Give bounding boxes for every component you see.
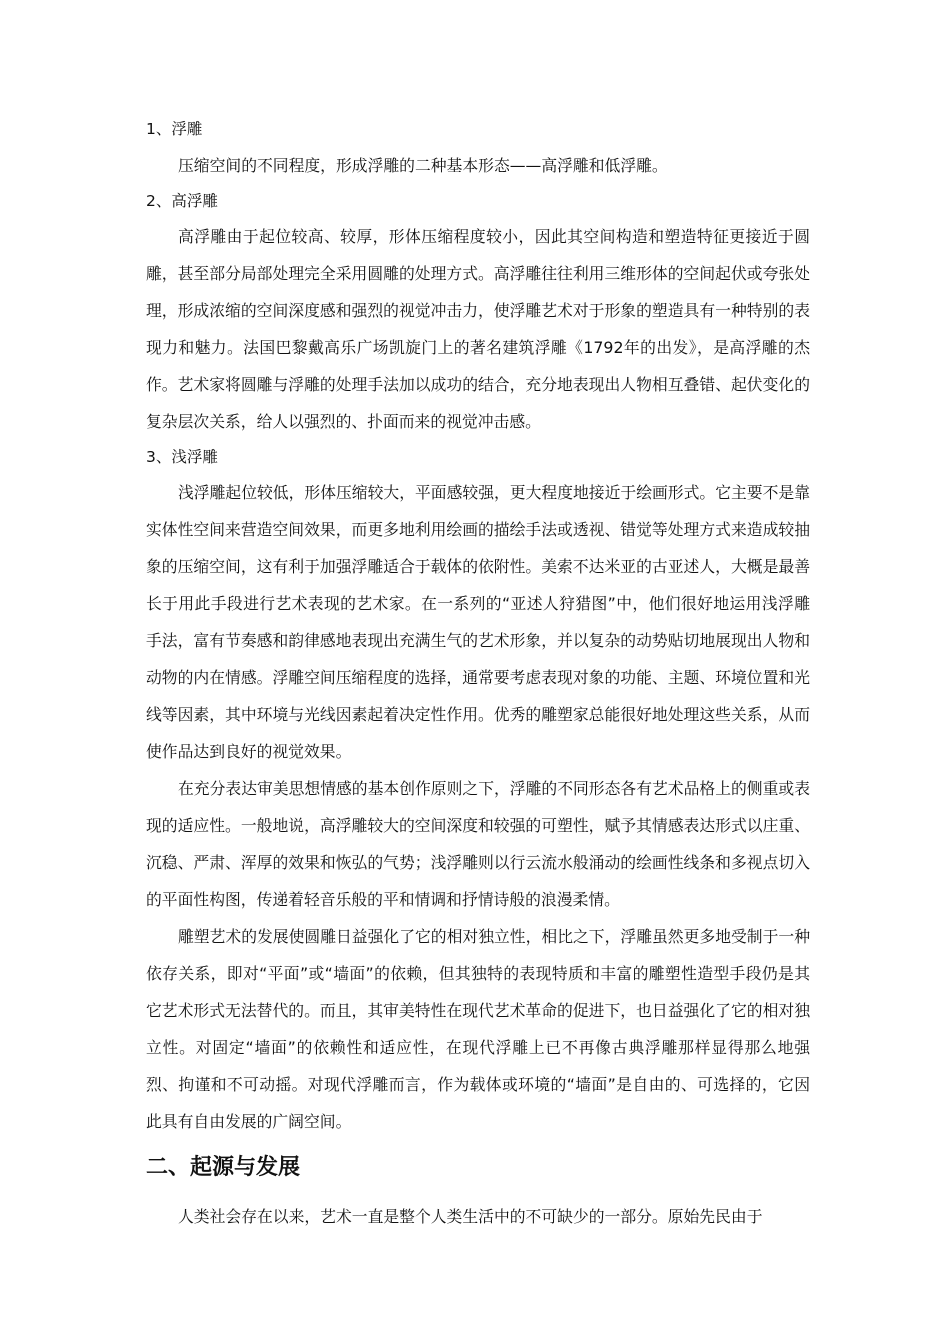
paragraph-relief-intro: 压缩空间的不同程度，形成浮雕的二种基本形态——高浮雕和低浮雕。	[178, 156, 668, 175]
section-title-origin: 二、起源与发展	[146, 1155, 301, 1180]
subheading-high-relief: 2、高浮雕	[146, 192, 218, 210]
paragraph-relief-forms: 在充分表达审美思想情感的基本创作原则之下，浮雕的不同形态各有艺术品格上的侧重或表现的适应性。一般地说，高浮雕较大的空间深度和较强的可塑性，赋予其情感表达形式以庄重、沉稳、严肃、浑厚的效果和恢弘的气势；浅浮雕则以行云流水般涌动的绘画性线条和多视点切入的平面性构图，传递着轻音乐般的平和情调和抒情诗般的浪漫柔情。	[146, 779, 810, 909]
paragraph-origin-intro: 人类社会存在以来，艺术一直是整个人类生活中的不可缺少的一部分。原始先民由于	[178, 1207, 763, 1226]
paragraph-high-relief: 高浮雕由于起位较高、较厚，形体压缩程度较小，因此其空间构造和塑造特征更接近于圆雕，甚至部分局部处理完全采用圆雕的处理方式。高浮雕往往利用三维形体的空间起伏或夸张处理，形成浓缩的空间深度感和强烈的视觉冲击力，使浮雕艺术对于形象的塑造具有一种特别的表现力和魅力。法国巴黎戴高乐广场凯旋门上的著名建筑浮雕《1792年的出发》，是高浮雕的杰作。艺术家将圆雕与浮雕的处理手法加以成功的结合，充分地表现出人物相互叠错、起伏变化的复杂层次关系，给人以强烈的、扑面而来的视觉冲击感。	[146, 227, 810, 431]
subheading-low-relief: 3、浅浮雕	[146, 448, 218, 466]
paragraph-relief-independence: 雕塑艺术的发展使圆雕日益强化了它的相对独立性，相比之下，浮雕虽然更多地受制于一种依存关系，即对“平面”或“墙面”的依赖，但其独特的表现特质和丰富的雕塑性造型手段仍是其它艺术形式无法替代的。而且，其审美特性在现代艺术革命的促进下，也日益强化了它的相对独立性。对固定“墙面”的依赖性和适应性，在现代浮雕上已不再像古典浮雕那样显得那么地强烈、拘谨和不可动摇。对现代浮雕而言，作为载体或环境的“墙面”是自由的、可选择的，它因此具有自由发展的广阔空间。	[146, 927, 810, 1131]
subheading-relief: 1、浮雕	[146, 120, 203, 138]
paragraph-low-relief: 浅浮雕起位较低，形体压缩较大，平面感较强，更大程度地接近于绘画形式。它主要不是靠实体性空间来营造空间效果，而更多地利用绘画的描绘手法或透视、错觉等处理方式来造成较抽象的压缩空间，这有利于加强浮雕适合于载体的依附性。美索不达米亚的古亚述人，大概是最善长于用此手段进行艺术表现的艺术家。在一系列的“亚述人狩猎图”中，他们很好地运用浅浮雕手法，富有节奏感和韵律感地表现出充满生气的艺术形象，并以复杂的动势贴切地展现出人物和动物的内在情感。浮雕空间压缩程度的选择，通常要考虑表现对象的功能、主题、环境位置和光线等因素，其中环境与光线因素起着决定性作用。优秀的雕塑家总能很好地处理这些关系，从而使作品达到良好的视觉效果。	[146, 483, 810, 761]
document-body	[146, 112, 810, 1235]
